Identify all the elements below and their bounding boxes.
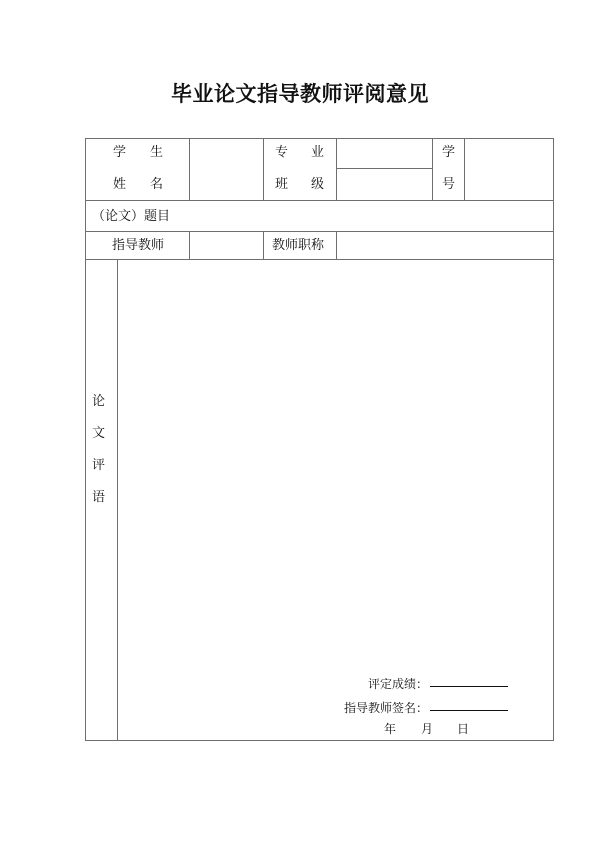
advisor-field[interactable] [190, 232, 263, 259]
class-label-char-2: 级 [311, 177, 325, 192]
table-border-left [85, 138, 86, 741]
col-divider-4 [432, 138, 433, 201]
page-title: 毕业论文指导教师评阅意见 [171, 82, 429, 106]
table-border-bottom [85, 740, 554, 741]
name-label-char-1: 姓 [113, 177, 127, 192]
grade-label: 评定成绩： [368, 677, 429, 691]
class-field[interactable] [337, 169, 432, 200]
comments-label-char-4: 语 [92, 490, 106, 505]
col-divider-2b [263, 231, 264, 260]
student-label-char-2: 生 [150, 145, 164, 160]
student-id-field[interactable] [465, 139, 553, 200]
advisor-title-field[interactable] [337, 232, 553, 259]
date-month-label: 月 [421, 722, 434, 736]
major-label-char-1: 专 [275, 145, 289, 160]
student-label-char-1: 学 [113, 145, 127, 160]
student-id-label-char-1: 学 [442, 145, 456, 160]
name-label-char-2: 名 [150, 177, 164, 192]
comments-label-char-3: 评 [92, 458, 106, 473]
advisor-title-label: 教师职称 [272, 238, 325, 253]
major-field[interactable] [337, 139, 432, 168]
grade-underline[interactable] [430, 686, 508, 687]
date-year-label: 年 [384, 722, 397, 736]
student-id-label-char-2: 号 [442, 177, 456, 192]
thesis-title-label: （论文）题目 [92, 209, 171, 224]
comments-area[interactable] [118, 260, 553, 660]
student-name-field[interactable] [190, 139, 263, 200]
comments-label-char-1: 论 [92, 394, 106, 409]
table-border-right [553, 138, 554, 741]
comments-label-char-2: 文 [92, 426, 106, 441]
major-label-char-2: 业 [311, 145, 325, 160]
date-day-label: 日 [457, 722, 470, 736]
col-divider-2 [263, 138, 264, 201]
advisor-label: 指导教师 [112, 238, 165, 253]
signature-underline[interactable] [430, 710, 508, 711]
class-label-char-1: 班 [275, 177, 289, 192]
signature-label: 指导教师签名： [344, 701, 429, 715]
thesis-title-field[interactable] [190, 201, 553, 231]
